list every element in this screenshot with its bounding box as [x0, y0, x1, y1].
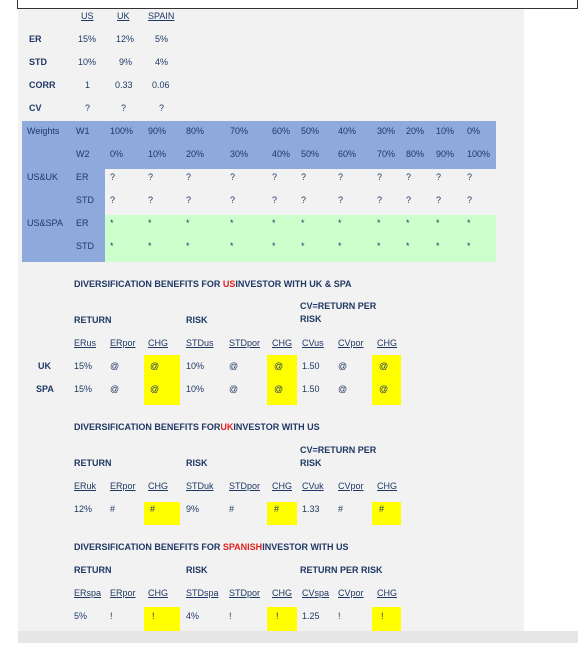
weights-cell-w1-3: 70%	[230, 126, 249, 136]
section-us-cell-0-3: 10%	[186, 361, 205, 371]
section-uk-cell-5: #	[274, 504, 280, 514]
weights-cell-w1-4: 60%	[272, 126, 291, 136]
w1-label: W1	[76, 126, 90, 136]
weights-cell-usuk-std-6: ?	[338, 195, 344, 205]
weights-cell-w1-1: 90%	[148, 126, 167, 136]
weights-cell-w1-5: 50%	[301, 126, 320, 136]
section-us-cell-0-8: @	[379, 361, 389, 371]
section-us-col-header-6: CVus	[302, 338, 324, 348]
section-us-cell-1-8: @	[379, 384, 389, 394]
weights-cell-w2-1: 10%	[148, 149, 167, 159]
row-label-std: STD	[29, 57, 47, 67]
weights-cell-usuk-er-10: ?	[467, 172, 473, 182]
weights-cell-usuk-er-4: ?	[272, 172, 278, 182]
weights-cell-usuk-std-0: ?	[110, 195, 116, 205]
cell-corr-uk: 0.33	[115, 80, 133, 90]
weights-cell-usspa-std-1: *	[148, 241, 152, 251]
weights-cell-usspa-er-5: *	[301, 218, 305, 228]
section-uk-cv-label-1: CV=RETURN PER	[300, 445, 377, 455]
section-spa-cell-2: !	[152, 611, 155, 621]
section-spa-return-label: RETURN	[74, 565, 112, 575]
us-uk-label: US&UK	[27, 172, 59, 182]
weights-cell-usuk-er-7: ?	[377, 172, 383, 182]
us-spa-label: US&SPA	[27, 218, 63, 228]
weights-cell-w1-6: 40%	[338, 126, 357, 136]
section-uk-cell-2: #	[150, 504, 156, 514]
section-us-col-header-1: ERpor	[110, 338, 136, 348]
weights-cell-usuk-er-5: ?	[301, 172, 307, 182]
section-uk-col-header-6: CVuk	[302, 481, 324, 491]
row-label-corr: CORR	[29, 80, 56, 90]
cell-std-spain: 4%	[155, 57, 169, 67]
weights-cell-usuk-er-3: ?	[230, 172, 236, 182]
section-spa-risk-label: RISK	[186, 565, 208, 575]
weights-cell-usuk-er-9: ?	[436, 172, 442, 182]
section-spa-col-header-5: CHG	[272, 588, 292, 598]
section-us-col-header-2: CHG	[148, 338, 168, 348]
section-us-col-header-3: STDus	[186, 338, 214, 348]
weights-cell-w2-10: 100%	[467, 149, 491, 159]
section-us-cell-0-2: @	[150, 361, 160, 371]
section-us-col-header-4: STDpor	[229, 338, 261, 348]
weights-cell-w1-7: 30%	[377, 126, 396, 136]
weights-band	[22, 121, 496, 169]
section-uk-col-header-2: CHG	[148, 481, 168, 491]
section-spa-col-header-4: STDpor	[229, 588, 261, 598]
cell-cv-spain: ?	[159, 103, 165, 113]
us-spa-er-label: ER	[76, 218, 89, 228]
weights-cell-usuk-std-5: ?	[301, 195, 307, 205]
section-spa-col-header-8: CHG	[377, 588, 397, 598]
section-uk-col-header-1: ERpor	[110, 481, 136, 491]
weights-cell-w1-0: 100%	[110, 126, 134, 136]
section-us-cell-1-5: @	[274, 384, 284, 394]
section-uk-return-label: RETURN	[74, 458, 112, 468]
section-uk-cell-1: #	[110, 504, 116, 514]
weights-cell-usuk-er-6: ?	[338, 172, 344, 182]
weights-label: Weights	[27, 126, 60, 136]
section-us-col-header-8: CHG	[377, 338, 397, 348]
section-spa-col-header-2: CHG	[148, 588, 168, 598]
cell-corr-us: 1	[85, 80, 91, 90]
weights-cell-w2-3: 30%	[230, 149, 249, 159]
section-uk-cell-7: #	[338, 504, 344, 514]
cell-er-us: 15%	[78, 34, 97, 44]
us-spa-std-label: STD	[76, 241, 94, 251]
section-spa-col-header-3: STDspa	[186, 588, 219, 598]
cell-corr-spain: 0.06	[152, 80, 170, 90]
header-spain: SPAIN	[148, 11, 175, 21]
section-spa-cell-3: 4%	[186, 611, 200, 621]
section-us-cell-1-7: @	[338, 384, 348, 394]
section-uk-chg-highlight-2	[267, 502, 297, 525]
weights-cell-w2-6: 60%	[338, 149, 357, 159]
section-spa-col-header-6: CVspa	[302, 588, 330, 598]
weights-cell-usspa-std-4: *	[272, 241, 276, 251]
row-label-cv: CV	[29, 103, 42, 113]
section-us-cell-0-4: @	[229, 361, 239, 371]
section-us-title: DIVERSIFICATION BENEFITS FOR USINVESTOR WITH UK & SPA	[74, 279, 352, 289]
section-us-return-label: RETURN	[74, 315, 112, 325]
section-spa-cell-4: !	[229, 611, 232, 621]
section-spa-cell-6: 1.25	[302, 611, 320, 621]
section-uk-cell-8: #	[379, 504, 385, 514]
section-spa-cell-1: !	[110, 611, 113, 621]
weights-cell-usspa-er-4: *	[272, 218, 276, 228]
section-us-row-uk-label: UK	[38, 361, 51, 371]
section-uk-col-header-5: CHG	[272, 481, 292, 491]
weights-cell-usspa-std-2: *	[186, 241, 190, 251]
cell-er-spain: 5%	[155, 34, 169, 44]
cell-cv-us: ?	[85, 103, 91, 113]
weights-cell-usspa-er-7: *	[377, 218, 381, 228]
section-uk-col-header-4: STDpor	[229, 481, 261, 491]
row-label-er: ER	[29, 34, 42, 44]
section-uk-cell-0: 12%	[74, 504, 93, 514]
cell-std-us: 10%	[78, 57, 97, 67]
w2-label: W2	[76, 149, 90, 159]
weights-cell-usuk-std-1: ?	[148, 195, 154, 205]
weights-cell-usspa-std-9: *	[436, 241, 440, 251]
section-us-cv-label-2: RISK	[300, 314, 322, 324]
header-us: US	[81, 11, 94, 21]
weights-cell-usspa-er-8: *	[406, 218, 410, 228]
section-spa-title: DIVERSIFICATION BENEFITS FOR SPANISHINVESTOR WITH US	[74, 542, 349, 552]
section-spa-col-header-0: ERspa	[74, 588, 102, 598]
section-uk-cell-6: 1.33	[302, 504, 320, 514]
section-us-cell-1-2: @	[150, 384, 160, 394]
weights-cell-usspa-std-3: *	[230, 241, 234, 251]
section-uk-col-header-7: CVpor	[338, 481, 364, 491]
section-uk-cell-3: 9%	[186, 504, 200, 514]
weights-cell-w2-2: 20%	[186, 149, 205, 159]
section-us-cell-0-7: @	[338, 361, 348, 371]
weights-cell-w1-10: 0%	[467, 126, 481, 136]
section-uk-col-header-0: ERuk	[74, 481, 97, 491]
weights-cell-usspa-er-0: *	[110, 218, 114, 228]
weights-cell-usuk-std-7: ?	[377, 195, 383, 205]
section-us-cell-1-3: 10%	[186, 384, 205, 394]
weights-cell-w2-0: 0%	[110, 149, 124, 159]
weights-cell-usuk-std-8: ?	[406, 195, 412, 205]
frame-top	[17, 0, 578, 9]
section-us-cell-0-1: @	[110, 361, 120, 371]
weights-cell-usspa-er-3: *	[230, 218, 234, 228]
header-uk: UK	[117, 11, 130, 21]
weights-cell-w1-8: 20%	[406, 126, 425, 136]
section-spa-cell-5: !	[276, 611, 279, 621]
section-us-cell-0-6: 1.50	[302, 361, 320, 371]
section-us-row-spa-label: SPA	[36, 384, 54, 394]
weights-cell-usspa-std-10: *	[467, 241, 471, 251]
weights-cell-usspa-std-8: *	[406, 241, 410, 251]
section-us-cv-label-1: CV=RETURN PER	[300, 301, 377, 311]
section-us-col-header-5: CHG	[272, 338, 292, 348]
weights-cell-usspa-er-9: *	[436, 218, 440, 228]
section-us-cell-0-5: @	[274, 361, 284, 371]
weights-cell-w2-8: 80%	[406, 149, 425, 159]
section-us-cell-0-0: 15%	[74, 361, 93, 371]
section-spa-cv-label: RETURN PER RISK	[300, 565, 383, 575]
weights-cell-usuk-std-2: ?	[186, 195, 192, 205]
weights-cell-w1-2: 80%	[186, 126, 205, 136]
section-uk-chg-highlight-3	[372, 502, 401, 525]
weights-cell-usspa-er-6: *	[338, 218, 342, 228]
weights-cell-usspa-std-5: *	[301, 241, 305, 251]
section-us-cell-1-1: @	[110, 384, 120, 394]
weights-cell-usuk-er-0: ?	[110, 172, 116, 182]
section-us-cell-1-4: @	[229, 384, 239, 394]
section-spa-chg-highlight-3	[372, 607, 401, 631]
weights-cell-w2-9: 90%	[436, 149, 455, 159]
section-spa-col-header-7: CVpor	[338, 588, 364, 598]
section-uk-title: DIVERSIFICATION BENEFITS FORUKINVESTOR WITH US	[74, 422, 320, 432]
section-spa-chg-highlight-2	[267, 607, 297, 631]
weights-cell-usuk-std-4: ?	[272, 195, 278, 205]
section-uk-col-header-8: CHG	[377, 481, 397, 491]
cell-std-uk: 9%	[119, 57, 133, 67]
us-uk-std-label: STD	[76, 195, 94, 205]
weights-cell-usuk-std-3: ?	[230, 195, 236, 205]
section-uk-col-header-3: STDuk	[186, 481, 214, 491]
section-spa-cell-7: !	[338, 611, 341, 621]
weights-cell-w2-5: 50%	[301, 149, 320, 159]
weights-cell-usuk-er-1: ?	[148, 172, 154, 182]
section-spa-col-header-1: ERpor	[110, 588, 136, 598]
section-spa-cell-8: !	[381, 611, 384, 621]
weights-cell-usspa-std-0: *	[110, 241, 114, 251]
bottom-bar	[18, 631, 578, 643]
section-spa-cell-0: 5%	[74, 611, 88, 621]
section-us-col-header-0: ERus	[74, 338, 97, 348]
weights-cell-usuk-std-10: ?	[467, 195, 473, 205]
weights-cell-w1-9: 10%	[436, 126, 455, 136]
weights-cell-w2-7: 70%	[377, 149, 396, 159]
section-uk-cell-4: #	[229, 504, 235, 514]
weights-cell-w2-4: 40%	[272, 149, 291, 159]
weights-cell-usuk-er-8: ?	[406, 172, 412, 182]
section-us-cell-1-0: 15%	[74, 384, 93, 394]
cell-cv-uk: ?	[121, 103, 127, 113]
section-uk-cv-label-2: RISK	[300, 458, 322, 468]
section-us-cell-1-6: 1.50	[302, 384, 320, 394]
us-uk-er-label: ER	[76, 172, 89, 182]
section-us-col-header-7: CVpor	[338, 338, 364, 348]
weights-cell-usuk-er-2: ?	[186, 172, 192, 182]
weights-cell-usuk-std-9: ?	[436, 195, 442, 205]
weights-cell-usspa-std-7: *	[377, 241, 381, 251]
weights-cell-usspa-er-10: *	[467, 218, 471, 228]
weights-cell-usspa-er-2: *	[186, 218, 190, 228]
section-us-risk-label: RISK	[186, 315, 208, 325]
section-spa-chg-highlight-1	[144, 607, 180, 631]
weights-cell-usspa-std-6: *	[338, 241, 342, 251]
cell-er-uk: 12%	[116, 34, 135, 44]
section-uk-risk-label: RISK	[186, 458, 208, 468]
weights-cell-usspa-er-1: *	[148, 218, 152, 228]
